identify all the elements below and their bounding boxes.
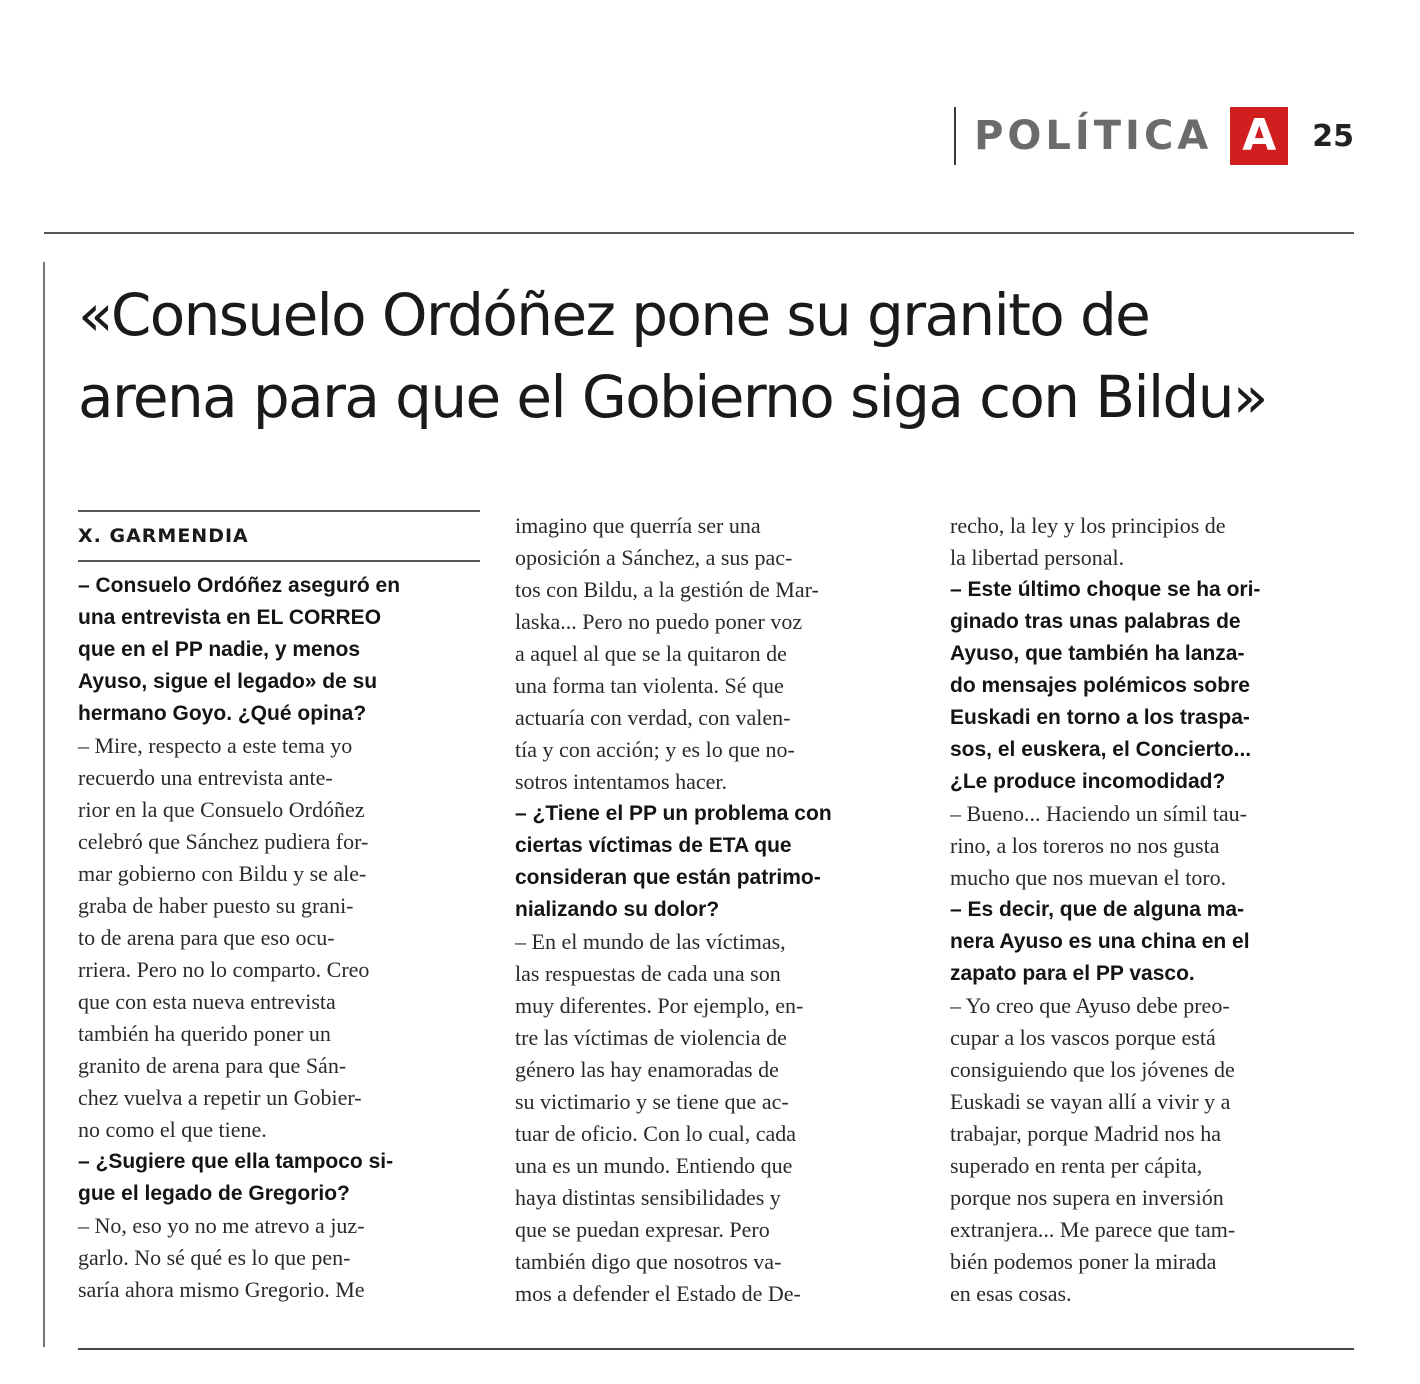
answer-line: muy diferentes. Por ejemplo, en- xyxy=(515,993,804,1018)
answer-line: to de arena para que eso ocu- xyxy=(78,925,335,950)
question-line: Euskadi en torno a los traspa- xyxy=(950,706,1250,729)
answer-line: rior en la que Consuelo Ordóñez xyxy=(78,797,365,822)
answer-line: – Yo creo que Ayuso debe preo- xyxy=(950,993,1230,1018)
answer-line: chez vuelva a repetir un Gobier- xyxy=(78,1085,362,1110)
answer-line: también digo que nosotros va- xyxy=(515,1249,782,1274)
answer-line: bién podemos poner la mirada xyxy=(950,1249,1217,1274)
answer-line: granito de arena para que Sán- xyxy=(78,1053,347,1078)
answer-line: – En el mundo de las víctimas, xyxy=(515,929,786,954)
answer-line: celebró que Sánchez pudiera for- xyxy=(78,829,369,854)
answer-line: garlo. No sé qué es lo que pen- xyxy=(78,1245,351,1270)
answer-line: mucho que nos muevan el toro. xyxy=(950,865,1227,890)
answer-line: rriera. Pero no lo comparto. Creo xyxy=(78,957,370,982)
byline-bottom-rule xyxy=(78,560,480,562)
answer-line: recho, la ley y los principios de xyxy=(950,513,1226,538)
byline: X. GARMENDIA xyxy=(78,525,249,547)
answer-line: graba de haber puesto su grani- xyxy=(78,893,354,918)
answer-line: recuerdo una entrevista ante- xyxy=(78,765,333,790)
question-line: – ¿Tiene el PP un problema con xyxy=(515,802,832,825)
page-number: 25 xyxy=(1312,118,1354,154)
answer-line: oposición a Sánchez, a sus pac- xyxy=(515,545,793,570)
question-line: – Consuelo Ordóñez aseguró en xyxy=(78,574,401,597)
answer-line: saría ahora mismo Gregorio. Me xyxy=(78,1277,365,1302)
answer-line: laska... Pero no puedo poner voz xyxy=(515,609,803,634)
answer-line: superado en renta per cápita, xyxy=(950,1153,1203,1178)
question-line: zapato para el PP vasco. xyxy=(950,962,1195,985)
question-line: una entrevista en EL CORREO xyxy=(78,606,382,629)
answer-line: una es un mundo. Entiendo que xyxy=(515,1153,793,1178)
headline-line: arena para que el Gobierno siga con Bildu» xyxy=(78,363,1267,431)
masthead-divider xyxy=(954,107,956,165)
top-divider xyxy=(44,232,1354,234)
section-masthead xyxy=(954,104,1354,168)
article-headline xyxy=(78,274,1368,438)
question-line: nera Ayuso es una china en el xyxy=(950,930,1250,953)
answer-line: consiguiendo que los jóvenes de xyxy=(950,1057,1235,1082)
question-line: ¿Le produce incomodidad? xyxy=(950,770,1226,793)
answer-line: rino, a los toreros no nos gusta xyxy=(950,833,1220,858)
question-line: gue el legado de Gregorio? xyxy=(78,1182,350,1205)
question-line: ginado tras unas palabras de xyxy=(950,610,1241,633)
left-border xyxy=(43,262,45,1347)
answer-line: también ha querido poner un xyxy=(78,1021,331,1046)
answer-line: mos a defender el Estado de De- xyxy=(515,1281,801,1306)
answer-line: actuaría con verdad, con valen- xyxy=(515,705,791,730)
answer-line: extranjera... Me parece que tam- xyxy=(950,1217,1236,1242)
answer-line: sotros intentamos hacer. xyxy=(515,769,728,794)
answer-line: género las hay enamoradas de xyxy=(515,1057,779,1082)
question-line: – Es decir, que de alguna ma- xyxy=(950,898,1245,921)
column-body xyxy=(950,510,1352,1310)
bottom-divider xyxy=(78,1348,1354,1350)
column-body xyxy=(78,570,480,1306)
section-name: POLÍTICA xyxy=(974,113,1213,159)
answer-line: en esas cosas. xyxy=(950,1281,1072,1306)
answer-line: una forma tan violenta. Sé que xyxy=(515,673,784,698)
article-column-3 xyxy=(950,510,1352,1310)
headline-line: «Consuelo Ordóñez pone su granito de xyxy=(78,281,1150,349)
answer-line: porque nos supera en inversión xyxy=(950,1185,1224,1210)
answer-line: trabajar, porque Madrid nos ha xyxy=(950,1121,1221,1146)
question-line: Ayuso, que también ha lanza- xyxy=(950,642,1245,665)
answer-line: a aquel al que se la quitaron de xyxy=(515,641,787,666)
answer-line: mar gobierno con Bildu y se ale- xyxy=(78,861,367,886)
newspaper-logo-icon: A xyxy=(1230,107,1288,165)
question-line: que en el PP nadie, y menos xyxy=(78,638,361,661)
answer-line: Euskadi se vayan allí a vivir y a xyxy=(950,1089,1231,1114)
answer-line: – No, eso yo no me atrevo a juz- xyxy=(78,1213,365,1238)
answer-line: tos con Bildu, a la gestión de Mar- xyxy=(515,577,819,602)
answer-line: tía y con acción; y es lo que no- xyxy=(515,737,795,762)
question-line: nializando su dolor? xyxy=(515,898,720,921)
question-line: ciertas víctimas de ETA que xyxy=(515,834,792,857)
answer-line: tre las víctimas de violencia de xyxy=(515,1025,787,1050)
article-column-2 xyxy=(515,510,917,1310)
answer-line: – Bueno... Haciendo un símil tau- xyxy=(950,801,1247,826)
answer-line: que con esta nueva entrevista xyxy=(78,989,336,1014)
answer-line: tuar de oficio. Con lo cual, cada xyxy=(515,1121,797,1146)
question-line: hermano Goyo. ¿Qué opina? xyxy=(78,702,367,725)
answer-line: que se puedan expresar. Pero xyxy=(515,1217,770,1242)
article-column-1 xyxy=(78,510,480,1306)
answer-line: las respuestas de cada una son xyxy=(515,961,781,986)
question-line: consideran que están patrimo- xyxy=(515,866,821,889)
answer-line: su victimario y se tiene que ac- xyxy=(515,1089,789,1114)
question-line: – ¿Sugiere que ella tampoco si- xyxy=(78,1150,394,1173)
answer-line: no como el que tiene. xyxy=(78,1117,267,1142)
question-line: do mensajes polémicos sobre xyxy=(950,674,1250,697)
answer-line: imagino que querría ser una xyxy=(515,513,761,538)
question-line: sos, el euskera, el Concierto... xyxy=(950,738,1252,761)
answer-line: la libertad personal. xyxy=(950,545,1125,570)
question-line: Ayuso, sigue el legado» de su xyxy=(78,670,378,693)
column-body xyxy=(515,510,917,1310)
answer-line: – Mire, respecto a este tema yo xyxy=(78,733,353,758)
answer-line: cupar a los vascos porque está xyxy=(950,1025,1216,1050)
question-line: – Este último choque se ha ori- xyxy=(950,578,1261,601)
answer-line: haya distintas sensibilidades y xyxy=(515,1185,781,1210)
